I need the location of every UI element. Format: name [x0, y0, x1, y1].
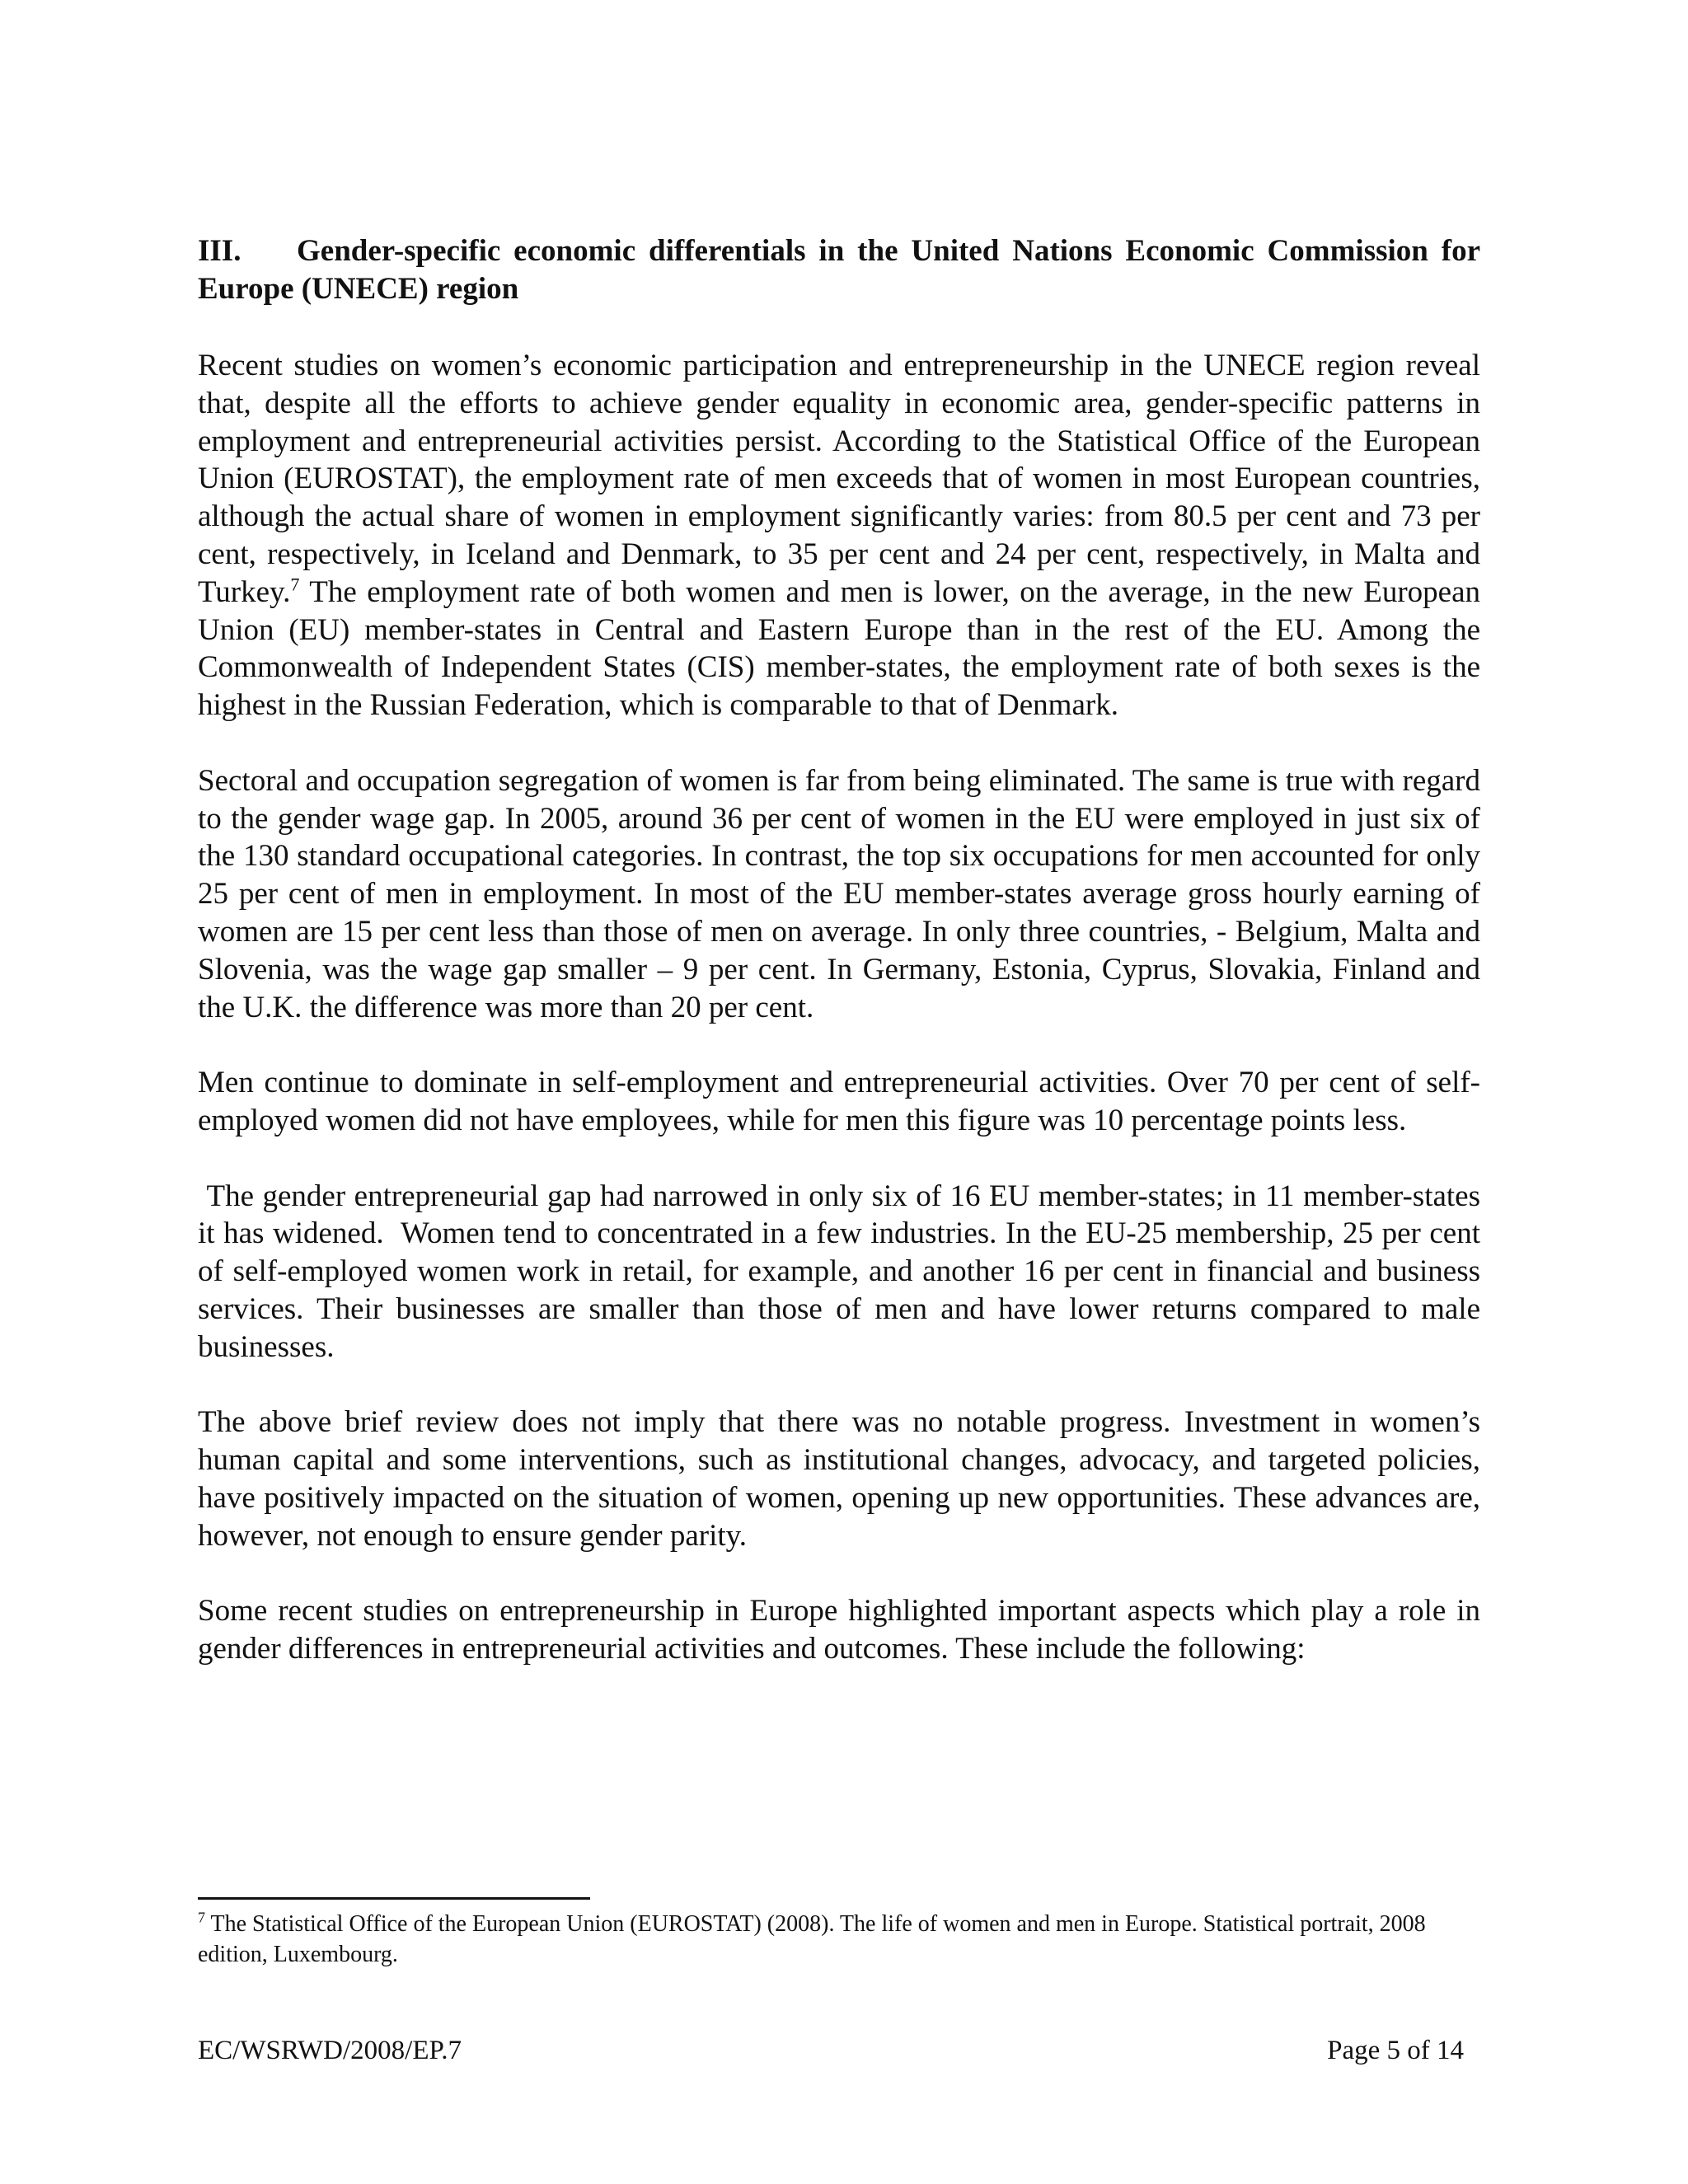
page-body	[198, 232, 1489, 1706]
paragraph-1-text-b: The employment rate of both women and men is lower, on the average, in the new European Union (EU) member-states in Central and Eastern Europe than in the rest of the EU. Among the Commonwealth of Independent States (CIS) member-states, the employment rate of both sexes is the highest in the Russian Federation, which is comparable to that of Denmark.	[198, 574, 1480, 723]
document-code: EC/WSRWD/2008/EP.7	[198, 2036, 462, 2065]
paragraph-1-text-a: Recent studies on women’s economic participation and entrepreneurship in the UNECE region reveal that, despite all the efforts to achieve gender equality in economic area, gender-specific patterns in employment and entrepreneurial activities persist. According to the Statistical Office of the European Union (EUROSTAT), the employment rate of men exceeds that of women in most European countries, although the actual share of women in employment significantly varies: from 80.5 per cent and 73 per cent, respectively, in Iceland and Denmark, to 35 per cent and 24 per cent, respectively, in Malta and Turkey.	[198, 349, 1480, 609]
footnote-7	[198, 1909, 1467, 1970]
paragraph-2: Sectoral and occupation segregation of women is far from being eliminated. The same is true with regard to the gender wage gap. In 2005, around 36 per cent of women in the EU were employed in just six of the 130 standard occupational categories. In contrast, the top six occupations for men accounted for only 25 per cent of men in employment. In most of the EU member-states average gross hourly earning of women are 15 per cent less than those of men on average. In only three countries, - Belgium, Malta and Slovenia, was the wage gap smaller – 9 per cent. In Germany, Estonia, Cyprus, Slovakia, Finland and the U.K. the difference was more than 20 per cent.	[198, 763, 1480, 1024]
section-number: III.	[198, 234, 241, 268]
paragraph-5: The above brief review does not imply that there was no notable progress. Investment in women’s human capital and some interventions, such as institutional changes, advocacy, and targeted policies, have positively impacted on the situation of women, opening up new opportunities. These advances are, however, not enough to ensure gender parity.	[198, 1405, 1480, 1553]
footnote-text: The Statistical Office of the European Union (EUROSTAT) (2008). The life of women and men in Europe. Statistical portrait, 2008 edition, Luxembourg.	[198, 1911, 1426, 1967]
page-number: Page 5 of 14	[1327, 2036, 1464, 2065]
paragraph-4: The gender entrepreneurial gap had narrowed in only six of 16 EU member-states; in 11 member-states it has widened. Women tend to concentrated in a few industries. In the EU-25 membership, 25 per cent of self-employed women work in retail, for example, and another 16 per cent in financial and business services. Their businesses are smaller than those of men and have lower returns compared to male businesses.	[198, 1179, 1489, 1364]
paragraph-1	[198, 347, 1480, 724]
section-title: Gender-specific economic differentials in the United Nations Economic Commission for Europe (UNECE) region	[198, 234, 1480, 306]
paragraph-3: Men continue to dominate in self-employment and entrepreneurial activities. Over 70 per cent of self-employed women did not have employees, while for men this figure was 10 percentage points less.	[198, 1066, 1480, 1137]
footnote-number: 7	[198, 1909, 205, 1926]
section-heading	[198, 232, 1480, 308]
footnote-reference-7[interactable]: 7	[290, 574, 300, 595]
paragraph-6: Some recent studies on entrepreneurship in Europe highlighted important aspects which play a role in gender differences in entrepreneurial activities and outcomes. These include the following:	[198, 1594, 1480, 1666]
footnote-separator	[198, 1897, 590, 1900]
